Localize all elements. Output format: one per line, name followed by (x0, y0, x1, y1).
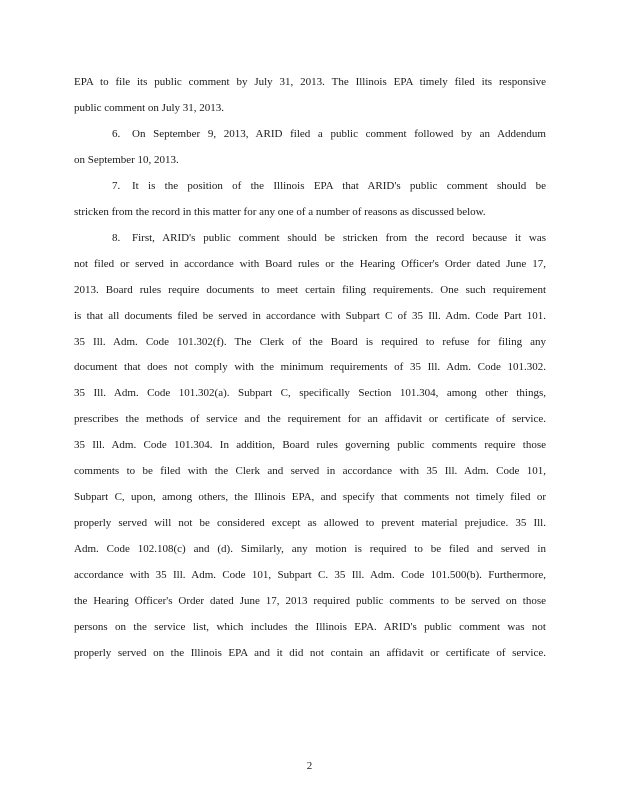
text-line: persons on the service list, which includes the Illinois EPA. ARID's public comment was not (74, 621, 546, 634)
text-line: prescribes the methods of service and the requirement for an affidavit or certificate of service. (74, 413, 546, 426)
text-line: document that does not comply with the minimum requirements of 35 Ill. Adm. Code 101.302. (74, 361, 546, 374)
paragraph-number: 6. (112, 127, 121, 140)
paragraph-number: 7. (112, 179, 121, 192)
text-line: properly served will not be considered except as allowed to prevent material prejudice. 35 Ill. (74, 517, 546, 530)
text-line: EPA to file its public comment by July 31, 2013. The Illinois EPA timely filed its responsive (74, 76, 546, 88)
paragraph-8 (74, 226, 546, 252)
text-line: is that all documents filed be served in accordance with Subpart C of 35 Ill. Adm. Code Part 101. (74, 309, 546, 322)
text-line: On September 9, 2013, ARID filed a public comment followed by an Addendum (132, 127, 546, 140)
text-line: 35 Ill. Adm. Code 101.304. In addition, Board rules governing public comments require those (74, 439, 546, 452)
text-line: on September 10, 2013. (74, 153, 179, 166)
paragraph-number: 8. (112, 231, 121, 244)
text-line: stricken from the record in this matter for any one of a number of reasons as discussed below. (74, 205, 486, 218)
paragraph-6 (74, 122, 546, 148)
text-line: It is the position of the Illinois EPA that ARID's public comment should be (132, 179, 546, 192)
text-line: 35 Ill. Adm. Code 101.302(a). Subpart C, specifically Section 101.304, among other things, (74, 387, 546, 400)
text-line: properly served on the Illinois EPA and it did not contain an affidavit or certificate of service. (74, 646, 546, 659)
text-line: 2013. Board rules require documents to meet certain filing requirements. One such requirement (74, 283, 546, 296)
page-number: 2 (306, 760, 313, 772)
text-line: accordance with 35 Ill. Adm. Code 101, Subpart C. 35 Ill. Adm. Code 101.500(b). Furthermore, (74, 569, 546, 582)
text-line: public comment on July 31, 2013. (74, 101, 225, 114)
text-line: comments to be filed with the Clerk and served in accordance with 35 Ill. Adm. Code 101, (74, 465, 546, 478)
text-line: 35 Ill. Adm. Code 101.302(f). The Clerk of the Board is required to refuse for filing any (74, 335, 546, 348)
paragraph-7 (74, 174, 546, 200)
text-line: the Hearing Officer's Order dated June 17, 2013 required public comments to be served on those (74, 595, 546, 608)
text-line: First, ARID's public comment should be stricken from the record because it was (132, 231, 546, 244)
text-line: not filed or served in accordance with Board rules or the Hearing Officer's Order dated June 17, (74, 257, 546, 270)
text-line: Adm. Code 102.108(c) and (d). Similarly, any motion is required to be filed and served in (74, 543, 546, 556)
text-line: Subpart C, upon, among others, the Illinois EPA, and specify that comments not timely filed or (74, 491, 546, 504)
body-text (74, 70, 546, 667)
